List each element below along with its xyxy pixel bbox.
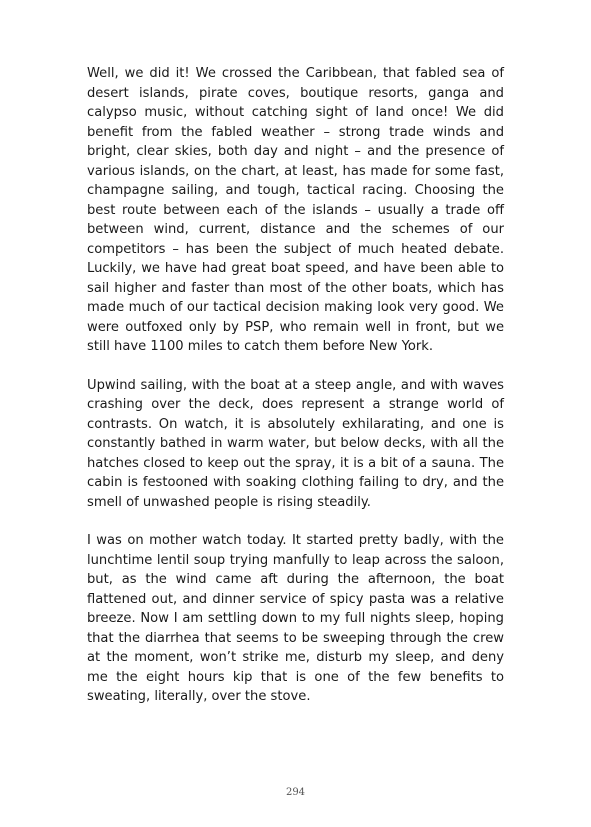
paragraph-1: Well, we did it! We crossed the Caribbean, that fabled sea of desert islands, pirate coves, boutique resorts, ganga and calypso music, without catching sight of land once! We did benefit from the fabled weather – strong trade winds and bright, clear skies, both day and night – and the presence of various islands, on the chart, at least, has made for some fast, champagne sailing, and tough, tactical racing. Choosing the best route between each of the islands – usually a trade off between wind, current, distance and the schemes of our competitors – has been the subject of much heated debate. Luckily, we have had great boat speed, and have been able to sail higher and faster than most of the other boats, which has made much of our tactical decision making look very good. We were outfoxed only by PSP, who remain well in front, but we still have 1100 miles to catch them before New York. [87, 66, 504, 354]
page-number: 294 [285, 787, 306, 798]
paragraph-2: Upwind sailing, with the boat at a steep angle, and with waves crashing over the deck, does represent a strange world of contrasts. On watch, it is absolutely exhilarating, and one is constantly bathed in warm water, but below decks, with all the hatches closed to keep out the spray, it is a bit of a sauna. The cabin is festooned with soaking clothing failing to dry, and the smell of unwashed people is rising steadily. [87, 377, 504, 510]
body-text [87, 64, 504, 726]
paragraph-3: I was on mother watch today. It started pretty badly, with the lunchtime lentil soup trying manfully to leap across the saloon, but, as the wind came aft during the afternoon, the boat flattened out, and dinner service of spicy pasta was a relative breeze. Now I am settling down to my full nights sleep, hoping that the diarrhea that seems to be sweeping through the crew at the moment, won’t strike me, disturb my sleep, and deny me the eight hours kip that is one of the few benefits to sweating, literally, over the stove. [87, 533, 504, 704]
